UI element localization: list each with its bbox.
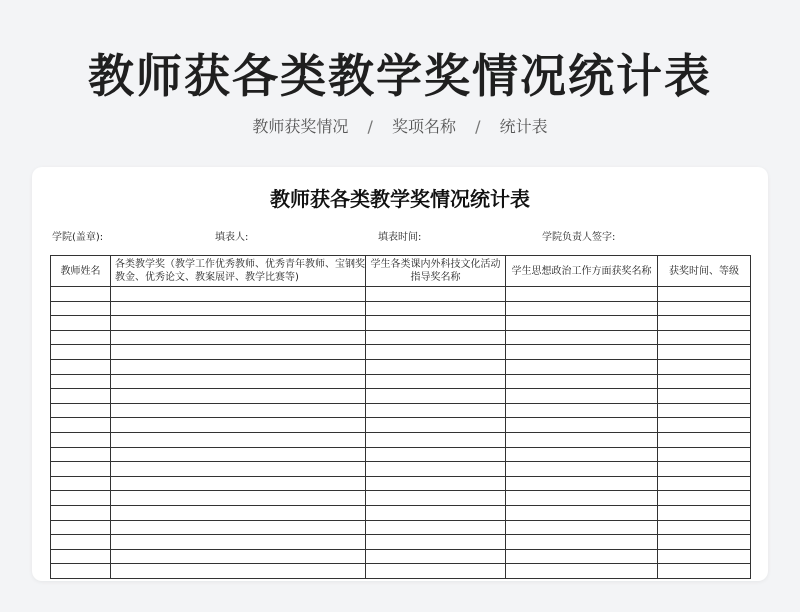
table-row xyxy=(51,432,751,447)
table-row xyxy=(51,535,751,550)
table-row xyxy=(51,287,751,302)
table-cell[interactable] xyxy=(111,535,366,550)
table-cell[interactable] xyxy=(366,564,506,579)
table-cell[interactable] xyxy=(51,345,111,360)
table-cell[interactable] xyxy=(506,403,658,418)
breadcrumb xyxy=(0,114,800,137)
table-cell[interactable] xyxy=(658,462,751,477)
table-cell[interactable] xyxy=(658,330,751,345)
table-cell[interactable] xyxy=(506,432,658,447)
table-cell[interactable] xyxy=(366,330,506,345)
table-cell[interactable] xyxy=(111,389,366,404)
table-cell[interactable] xyxy=(111,476,366,491)
filler-label: 填表人: xyxy=(215,232,249,243)
table-cell[interactable] xyxy=(366,389,506,404)
table-cell[interactable] xyxy=(51,520,111,535)
table-cell[interactable] xyxy=(51,359,111,374)
table-cell[interactable] xyxy=(51,287,111,302)
table-row xyxy=(51,549,751,564)
document-card xyxy=(32,167,768,581)
table-cell[interactable] xyxy=(366,520,506,535)
table-cell[interactable] xyxy=(366,359,506,374)
table-cell[interactable] xyxy=(51,418,111,433)
award-statistics-table xyxy=(50,255,751,579)
table-cell[interactable] xyxy=(366,476,506,491)
table-cell[interactable] xyxy=(506,287,658,302)
table-cell[interactable] xyxy=(51,476,111,491)
table-cell[interactable] xyxy=(51,432,111,447)
table-cell[interactable] xyxy=(366,447,506,462)
table-cell[interactable] xyxy=(658,505,751,520)
table-cell[interactable] xyxy=(658,359,751,374)
table-cell[interactable] xyxy=(51,389,111,404)
header-student-activity-awards: 学生各类课内外科技文化活动指导奖名称 xyxy=(366,256,506,287)
table-cell[interactable] xyxy=(111,359,366,374)
breadcrumb-item-statistics[interactable]: 统计表 xyxy=(499,117,548,136)
header-award-time-level: 获奖时间、等级 xyxy=(658,256,751,287)
table-cell[interactable] xyxy=(111,549,366,564)
table-cell[interactable] xyxy=(658,287,751,302)
table-cell[interactable] xyxy=(506,549,658,564)
table-cell[interactable] xyxy=(51,301,111,316)
header-political-work-awards: 学生思想政治工作方面获奖名称 xyxy=(506,256,658,287)
college-stamp-label: 学院(盖章): xyxy=(52,232,104,243)
table-cell[interactable] xyxy=(658,447,751,462)
table-cell[interactable] xyxy=(658,432,751,447)
table-row xyxy=(51,505,751,520)
table-cell[interactable] xyxy=(51,462,111,477)
table-cell[interactable] xyxy=(366,403,506,418)
leader-sign-label: 学院负责人签字: xyxy=(542,232,616,243)
table-row xyxy=(51,564,751,579)
table-cell[interactable] xyxy=(506,520,658,535)
table-cell[interactable] xyxy=(51,535,111,550)
table-cell[interactable] xyxy=(658,316,751,331)
table-cell[interactable] xyxy=(506,359,658,374)
table-cell[interactable] xyxy=(111,462,366,477)
table-cell[interactable] xyxy=(658,476,751,491)
table-cell[interactable] xyxy=(506,564,658,579)
table-cell[interactable] xyxy=(658,389,751,404)
table-cell[interactable] xyxy=(111,330,366,345)
table-cell[interactable] xyxy=(51,447,111,462)
table-cell[interactable] xyxy=(506,535,658,550)
table-cell[interactable] xyxy=(366,287,506,302)
table-row xyxy=(51,418,751,433)
table-cell[interactable] xyxy=(366,491,506,506)
table-cell[interactable] xyxy=(506,418,658,433)
table-cell[interactable] xyxy=(111,418,366,433)
table-cell[interactable] xyxy=(658,491,751,506)
table-cell[interactable] xyxy=(658,418,751,433)
fill-time-label: 填表时间: xyxy=(378,232,422,243)
table-row xyxy=(51,403,751,418)
table-cell[interactable] xyxy=(658,520,751,535)
table-cell[interactable] xyxy=(506,389,658,404)
page-title: 教师获各类教学奖情况统计表 xyxy=(88,49,712,103)
document-title: 教师获各类教学奖情况统计表 xyxy=(270,187,530,211)
table-cell[interactable] xyxy=(111,520,366,535)
table-cell[interactable] xyxy=(366,374,506,389)
table-cell[interactable] xyxy=(366,418,506,433)
breadcrumb-item-award-name[interactable]: 奖项名称 xyxy=(391,117,456,136)
table-cell[interactable] xyxy=(51,330,111,345)
table-cell[interactable] xyxy=(51,505,111,520)
table-cell[interactable] xyxy=(506,462,658,477)
table-cell[interactable] xyxy=(51,491,111,506)
table-cell[interactable] xyxy=(506,345,658,360)
table-cell[interactable] xyxy=(658,374,751,389)
table-cell[interactable] xyxy=(506,301,658,316)
table-cell[interactable] xyxy=(111,374,366,389)
table-row xyxy=(51,374,751,389)
table-cell[interactable] xyxy=(111,491,366,506)
breadcrumb-item-award-status[interactable]: 教师获奖情况 xyxy=(252,117,349,136)
table-cell[interactable] xyxy=(506,505,658,520)
table-cell[interactable] xyxy=(366,316,506,331)
breadcrumb-separator: / xyxy=(475,117,481,136)
table-cell[interactable] xyxy=(366,345,506,360)
table-header-row xyxy=(51,256,751,287)
header-teacher-name: 教师姓名 xyxy=(51,256,111,287)
table-cell[interactable] xyxy=(111,403,366,418)
table-cell[interactable] xyxy=(111,432,366,447)
table-cell[interactable] xyxy=(111,505,366,520)
table-row xyxy=(51,491,751,506)
table-cell[interactable] xyxy=(506,491,658,506)
table-cell[interactable] xyxy=(366,505,506,520)
table-body xyxy=(51,287,751,579)
table-cell[interactable] xyxy=(111,316,366,331)
table-cell[interactable] xyxy=(111,301,366,316)
table-row xyxy=(51,359,751,374)
table-cell[interactable] xyxy=(366,432,506,447)
table-cell[interactable] xyxy=(506,374,658,389)
table-cell[interactable] xyxy=(111,564,366,579)
table-cell[interactable] xyxy=(111,345,366,360)
table-cell[interactable] xyxy=(111,287,366,302)
table-row xyxy=(51,316,751,331)
table-row xyxy=(51,520,751,535)
table-cell[interactable] xyxy=(111,447,366,462)
table-row xyxy=(51,389,751,404)
table-cell[interactable] xyxy=(366,535,506,550)
table-cell[interactable] xyxy=(658,301,751,316)
table-row xyxy=(51,345,751,360)
table-cell[interactable] xyxy=(51,403,111,418)
table-cell[interactable] xyxy=(658,549,751,564)
table-cell[interactable] xyxy=(51,374,111,389)
table-cell[interactable] xyxy=(506,330,658,345)
table-cell[interactable] xyxy=(506,447,658,462)
table-cell[interactable] xyxy=(51,549,111,564)
breadcrumb-separator: / xyxy=(367,117,373,136)
table-cell[interactable] xyxy=(506,476,658,491)
table-cell[interactable] xyxy=(658,403,751,418)
table-row xyxy=(51,301,751,316)
table-cell[interactable] xyxy=(658,345,751,360)
table-cell[interactable] xyxy=(366,462,506,477)
table-cell[interactable] xyxy=(51,316,111,331)
table-row xyxy=(51,476,751,491)
header-teaching-awards: 各类教学奖（教学工作优秀教师、优秀青年教师、宝钢奖教金、优秀论文、教案展评、教学比赛等) xyxy=(111,256,366,287)
table-cell[interactable] xyxy=(366,549,506,564)
table-cell[interactable] xyxy=(658,564,751,579)
table-cell[interactable] xyxy=(51,564,111,579)
table-cell[interactable] xyxy=(366,301,506,316)
table-row xyxy=(51,447,751,462)
table-cell[interactable] xyxy=(506,316,658,331)
table-cell[interactable] xyxy=(658,535,751,550)
table-row xyxy=(51,330,751,345)
table-row xyxy=(51,462,751,477)
